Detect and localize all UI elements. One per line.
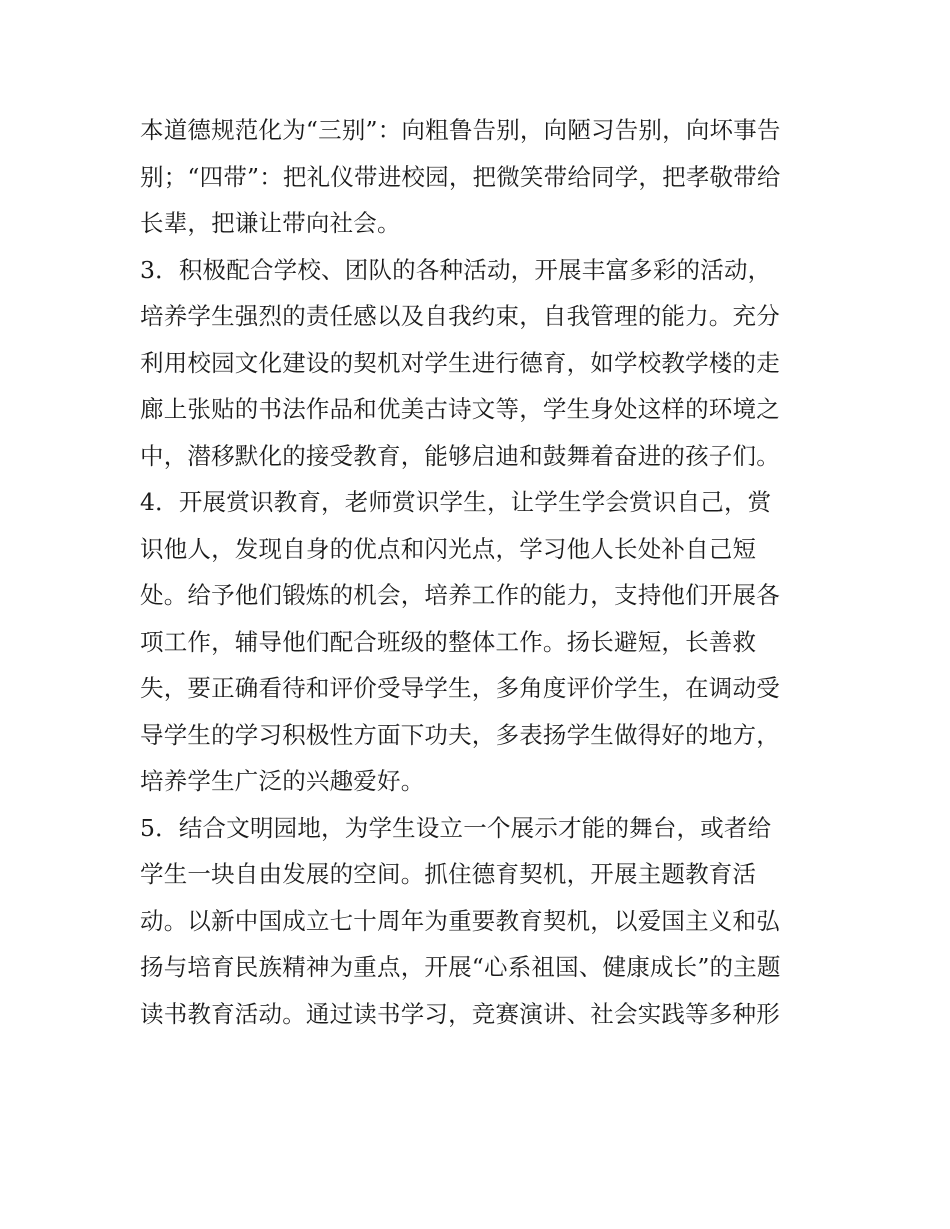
text-line: 3．积极配合学校、团队的各种活动，开展丰富多彩的活动， [140, 255, 772, 284]
text-line: 5．结合文明园地，为学生设立一个展示才能的舞台，或者给 [140, 813, 772, 842]
text-line: 培养学生强烈的责任感以及自我约束，自我管理的能力。充分 [140, 302, 780, 330]
text-line: 廊上张贴的书法作品和优美古诗文等，学生身处这样的环境之 [140, 395, 780, 423]
text-line: 导学生的学习积极性方面下功夫，多表扬学生做得好的地方， [140, 720, 780, 749]
text-line: 4．开展赏识教育，老师赏识学生，让学生学会赏识自己，赏 [140, 488, 772, 516]
text-line: 别；“四带”：把礼仪带进校园，把微笑带给同学，把孝敬带给 [140, 162, 781, 191]
text-line: 培养学生广泛的兴趣爱好。 [140, 767, 425, 795]
text-line: 识他人，发现自身的优点和闪光点，学习他人长处补自己短 [140, 534, 757, 563]
text-line: 失，要正确看待和评价受导学生，多角度评价学生，在调动受 [140, 674, 780, 702]
text-line: 学生一块自由发展的空间。抓住德育契机，开展主题教育活 [140, 860, 757, 888]
text-line: 扬与培育民族精神为重点，开展“心系祖国、健康成长”的主题 [140, 953, 781, 981]
document-body [140, 107, 830, 1037]
text-line: 处。给予他们锻炼的机会，培养工作的能力，支持他们开展各 [140, 581, 780, 609]
text-line: 本道德规范化为“三别”：向粗鲁告别，向陋习告别，向坏事告 [140, 116, 781, 144]
text-line: 动。以新中国成立七十周年为重要教育契机，以爱国主义和弘 [140, 906, 780, 935]
text-line: 长辈，把谦让带向社会。 [140, 209, 401, 237]
text-line: 项工作，辅导他们配合班级的整体工作。扬长避短，长善救 [140, 627, 757, 656]
text-line: 中，潜移默化的接受教育，能够启迪和鼓舞着奋进的孩子们。 [140, 441, 780, 470]
text-line: 读书教育活动。通过读书学习，竞赛演讲、社会实践等多种形 [140, 999, 780, 1028]
text-line: 利用校园文化建设的契机对学生进行德育，如学校教学楼的走 [140, 348, 780, 377]
